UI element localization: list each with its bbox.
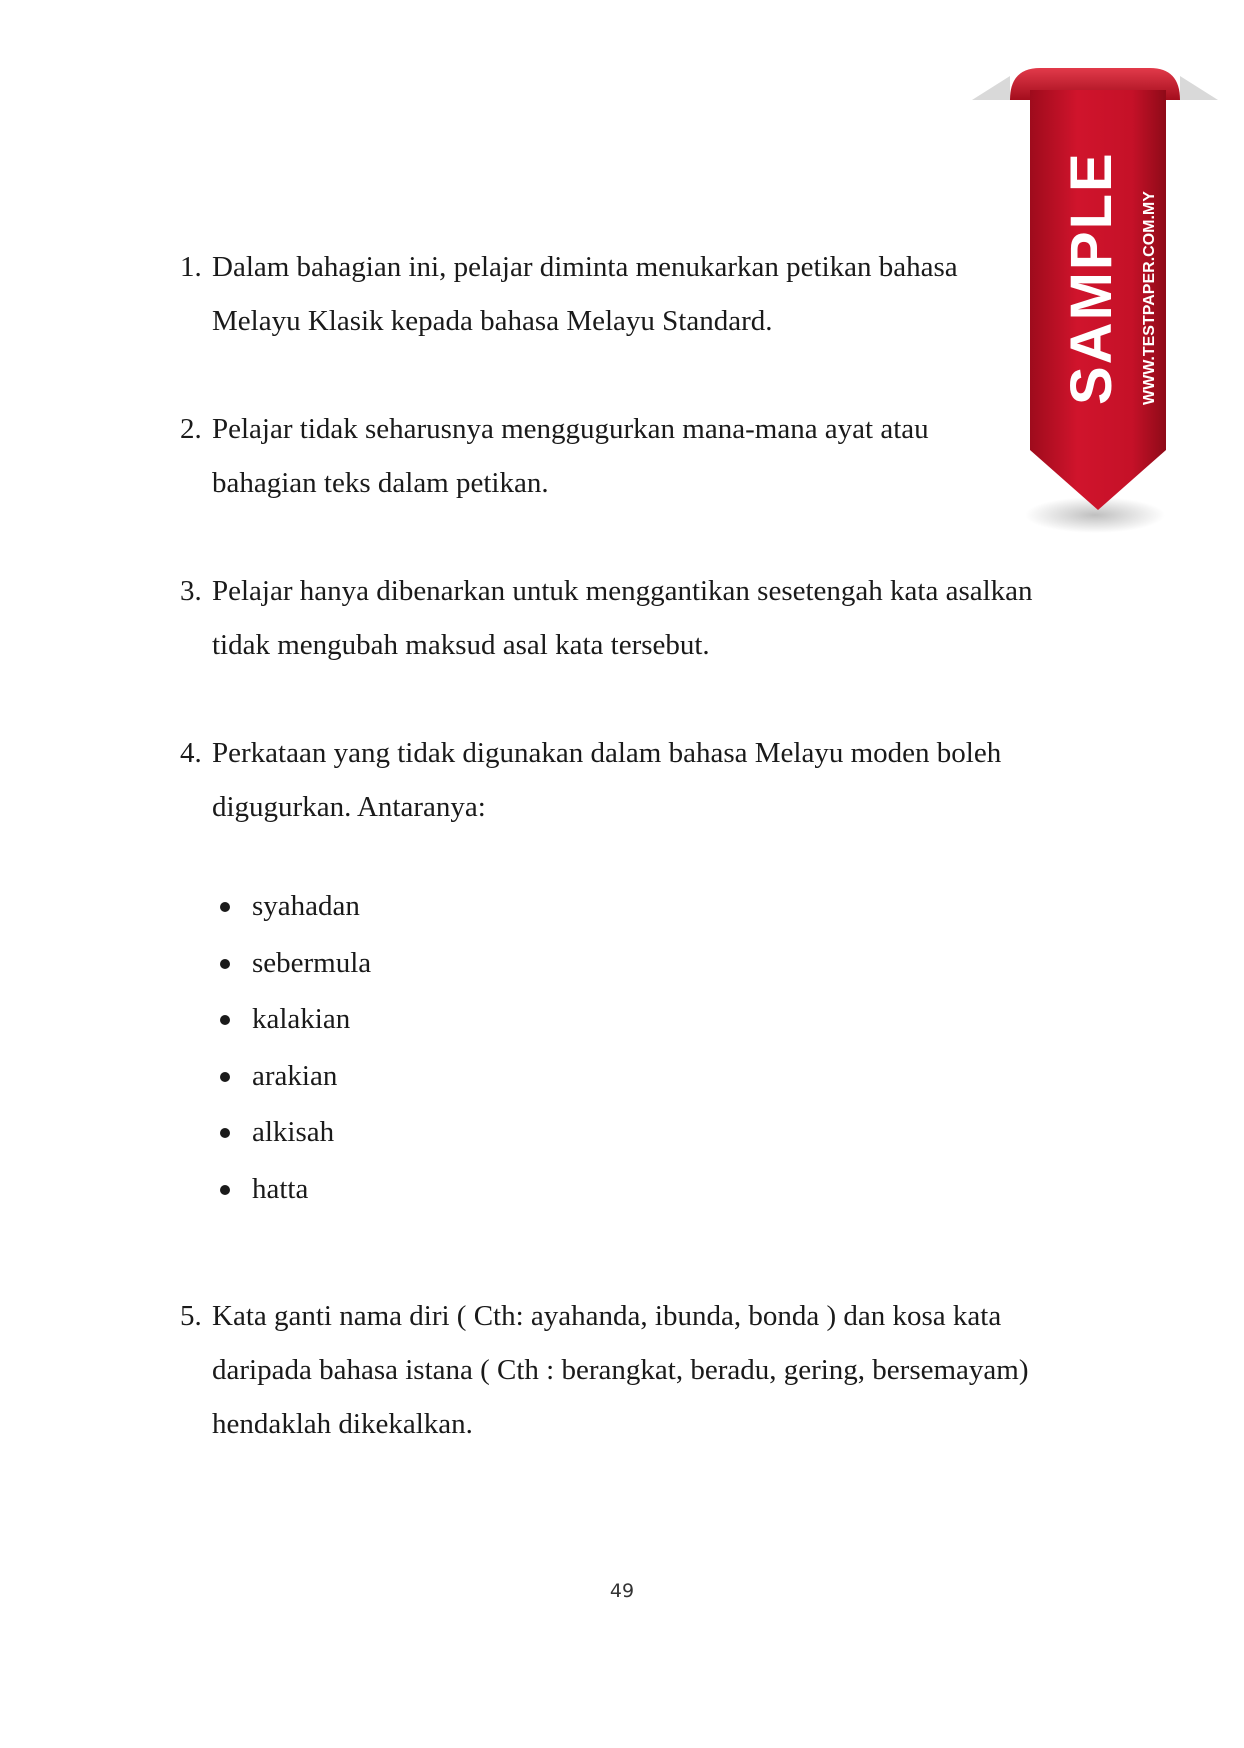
bullet-icon	[220, 1128, 230, 1138]
instruction-item	[180, 564, 1040, 672]
bullet-icon	[220, 959, 230, 969]
instruction-number: 1.	[180, 251, 202, 283]
instruction-number: 5.	[180, 1300, 202, 1332]
instruction-item	[180, 240, 1040, 348]
instruction-number: 3.	[180, 575, 202, 607]
instruction-number: 4.	[180, 737, 202, 769]
list-item	[216, 1104, 1040, 1161]
list-item	[216, 935, 1040, 992]
instruction-item	[180, 726, 1040, 834]
instruction-number: 2.	[180, 413, 202, 445]
sample-watermark-ribbon	[970, 60, 1220, 540]
bullet-icon	[220, 1072, 230, 1082]
page-number: 49	[609, 1580, 635, 1602]
instruction-text: Dalam bahagian ini, pelajar diminta menukarkan petikan bahasa Melayu Klasik kepada bahasa Melayu Standard.	[212, 251, 958, 337]
watermark-url: WWW.TESTPAPER.COM.MY	[1141, 191, 1158, 405]
archaic-word: kalakian	[252, 1003, 351, 1035]
instructions-list	[180, 240, 1040, 1505]
archaic-word: sebermula	[252, 946, 372, 979]
archaic-word: arakian	[252, 1059, 338, 1092]
bullet-icon	[220, 1015, 230, 1025]
archaic-word: alkisah	[252, 1116, 335, 1148]
instruction-text: Perkataan yang tidak digunakan dalam bahasa Melayu moden boleh digugurkan. Antaranya:	[212, 737, 1002, 823]
instruction-item	[180, 1289, 1040, 1451]
list-item	[216, 991, 1040, 1048]
archaic-word: syahadan	[252, 890, 360, 922]
list-item	[216, 1161, 1040, 1218]
archaic-word-list	[180, 878, 1040, 1217]
bullet-icon	[220, 1185, 230, 1195]
instruction-text: Kata ganti nama diri ( Cth: ayahanda, ibunda, bonda ) dan kosa kata daripada bahasa istana ( Cth : berangkat, beradu, gering, bersemayam) hendaklah dikekalkan.	[212, 1300, 1029, 1440]
instruction-item	[180, 402, 1040, 510]
list-item	[216, 878, 1040, 935]
sample-label: SAMPLE	[1059, 151, 1124, 405]
archaic-word: hatta	[252, 1172, 309, 1205]
instruction-text: Pelajar tidak seharusnya menggugurkan mana-mana ayat atau bahagian teks dalam petikan.	[212, 413, 929, 499]
list-item	[216, 1048, 1040, 1105]
bullet-icon	[220, 902, 230, 912]
instruction-text: Pelajar hanya dibenarkan untuk menggantikan sesetengah kata asalkan tidak mengubah maksud asal kata tersebut.	[212, 575, 1033, 661]
